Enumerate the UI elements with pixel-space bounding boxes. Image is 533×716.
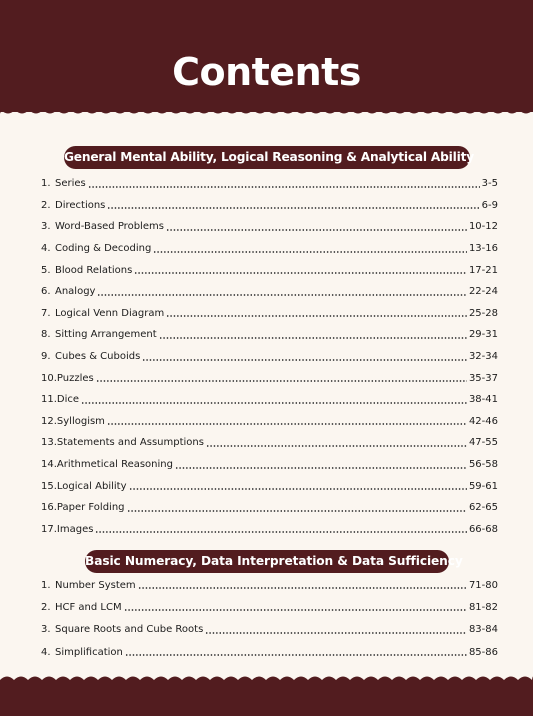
toc-entry-pages: 25-28 [468, 307, 498, 319]
toc-entry [41, 389, 498, 411]
toc-entry-pages: 47-55 [468, 437, 498, 449]
dot-leader [138, 587, 467, 589]
dot-leader [129, 488, 467, 490]
toc-entry-pages: 3-5 [481, 178, 498, 190]
toc-entry-title: Coding & Decoding [55, 243, 152, 255]
toc-entry-number: 7. [41, 307, 51, 319]
dot-leader [134, 272, 467, 274]
dot-leader [142, 359, 467, 361]
toc-entry-number: 14. [41, 459, 57, 471]
toc-entry-pages: 85-86 [468, 646, 498, 658]
toc-entry-title: Syllogism [56, 415, 105, 427]
toc-entry-number: 3. [41, 221, 51, 233]
toc-entry-number: 6. [41, 286, 51, 298]
toc-entry [41, 195, 498, 217]
toc-entry-number: 1. [41, 579, 51, 591]
toc-entry-pages: 17-21 [468, 264, 498, 276]
toc-entry-pages: 66-68 [468, 523, 498, 535]
dot-leader [127, 510, 467, 512]
toc-entry-pages: 83-84 [468, 624, 498, 636]
toc-entry [41, 432, 498, 454]
toc-entry-title: Analogy [55, 286, 96, 298]
toc-entry-number: 16. [41, 502, 57, 514]
dot-leader [205, 632, 467, 634]
toc-entry-number: 3. [41, 624, 51, 636]
toc-entry-title: Blood Relations [55, 264, 133, 276]
toc-entry-pages: 71-80 [468, 579, 498, 591]
toc-entry [41, 367, 498, 389]
toc-entry [41, 238, 498, 260]
toc-entry [41, 574, 498, 596]
toc-entry-title: HCF and LCM [55, 601, 122, 613]
dot-leader [206, 445, 467, 447]
toc-entry-title: Statements and Assumptions [56, 437, 204, 449]
toc-entry-number: 10. [41, 372, 57, 384]
toc-entry-title: Images [56, 523, 94, 535]
page-title: Contents [172, 50, 361, 94]
toc-entry-title: Word-Based Problems [55, 221, 164, 233]
toc-entry-title: Arithmetical Reasoning [56, 459, 173, 471]
toc-entry [41, 619, 498, 641]
toc-entry-pages: 6-9 [481, 199, 498, 211]
toc-entry [41, 497, 498, 519]
dot-leader [97, 294, 466, 296]
toc-entry [41, 216, 498, 238]
toc-entry-pages: 10-12 [468, 221, 498, 233]
toc-entry-title: Puzzles [56, 372, 94, 384]
toc-entry-title: Paper Folding [56, 502, 125, 514]
toc-entry [41, 475, 498, 497]
toc-entry-title: Logical Venn Diagram [55, 307, 165, 319]
toc-entry-pages: 22-24 [468, 286, 498, 298]
dot-leader [107, 423, 467, 425]
toc-entry-number: 11. [41, 394, 57, 406]
dot-leader [107, 207, 479, 209]
toc-entry-number: 4. [41, 243, 51, 255]
dot-leader [88, 186, 480, 188]
toc-entry-pages: 59-61 [468, 480, 498, 492]
toc-entry-number: 2. [41, 601, 51, 613]
dot-leader [153, 251, 467, 253]
header-banner [0, 0, 533, 112]
toc-entry-number: 5. [41, 264, 51, 276]
toc-entry [41, 281, 498, 303]
toc-entry [41, 596, 498, 618]
toc-entry-title: Dice [56, 394, 80, 406]
toc-entry-pages: 29-31 [468, 329, 498, 341]
toc-entry-number: 13. [41, 437, 57, 449]
toc-entry-title: Logical Ability [56, 480, 127, 492]
toc-entry-number: 8. [41, 329, 51, 341]
toc-entry-number: 9. [41, 351, 51, 363]
section-heading-basic-numeracy: Basic Numeracy, Data Interpretation & Data Sufficiency [85, 550, 449, 573]
dot-leader [96, 380, 467, 382]
dot-leader [125, 654, 467, 656]
dot-leader [166, 229, 467, 231]
toc-entry-number: 17. [41, 523, 57, 535]
toc-entry [41, 346, 498, 368]
toc-entry-pages: 35-37 [468, 372, 498, 384]
toc-entry-number: 12. [41, 415, 57, 427]
dot-leader [159, 337, 467, 339]
section-heading-general-mental-ability: General Mental Ability, Logical Reasoning & Analytical Ability [64, 146, 470, 169]
toc-entry-pages: 81-82 [468, 601, 498, 613]
toc-entry-pages: 38-41 [468, 394, 498, 406]
toc-entry-pages: 42-46 [468, 415, 498, 427]
toc-entry-pages: 32-34 [468, 351, 498, 363]
toc-entry-title: Square Roots and Cube Roots [55, 624, 204, 636]
toc-entry [41, 303, 498, 325]
toc-entry-title: Cubes & Cuboids [55, 351, 141, 363]
toc-entry-pages: 62-65 [468, 502, 498, 514]
toc-entry-title: Sitting Arrangement [55, 329, 157, 341]
toc-entry-pages: 56-58 [468, 459, 498, 471]
dot-leader [166, 315, 467, 317]
toc-list-section-2 [41, 574, 498, 663]
dot-leader [175, 467, 467, 469]
toc-entry [41, 173, 498, 195]
toc-entry-title: Series [55, 178, 86, 190]
toc-entry-title: Number System [55, 579, 136, 591]
toc-entry-number: 1. [41, 178, 51, 190]
dot-leader [81, 402, 467, 404]
toc-entry-number: 15. [41, 480, 57, 492]
toc-entry [41, 324, 498, 346]
dot-leader [124, 609, 467, 611]
toc-entry-pages: 13-16 [468, 243, 498, 255]
toc-list-section-1 [41, 173, 498, 540]
toc-entry-number: 2. [41, 199, 51, 211]
toc-entry-title: Simplification [55, 646, 123, 658]
toc-entry-title: Directions [55, 199, 106, 211]
toc-entry [41, 259, 498, 281]
toc-entry-number: 4. [41, 646, 51, 658]
toc-entry [41, 411, 498, 433]
toc-entry [41, 641, 498, 663]
footer-band [0, 681, 533, 716]
scallop-border-top [0, 108, 533, 116]
dot-leader [95, 531, 467, 533]
toc-entry [41, 519, 498, 541]
toc-entry [41, 454, 498, 476]
